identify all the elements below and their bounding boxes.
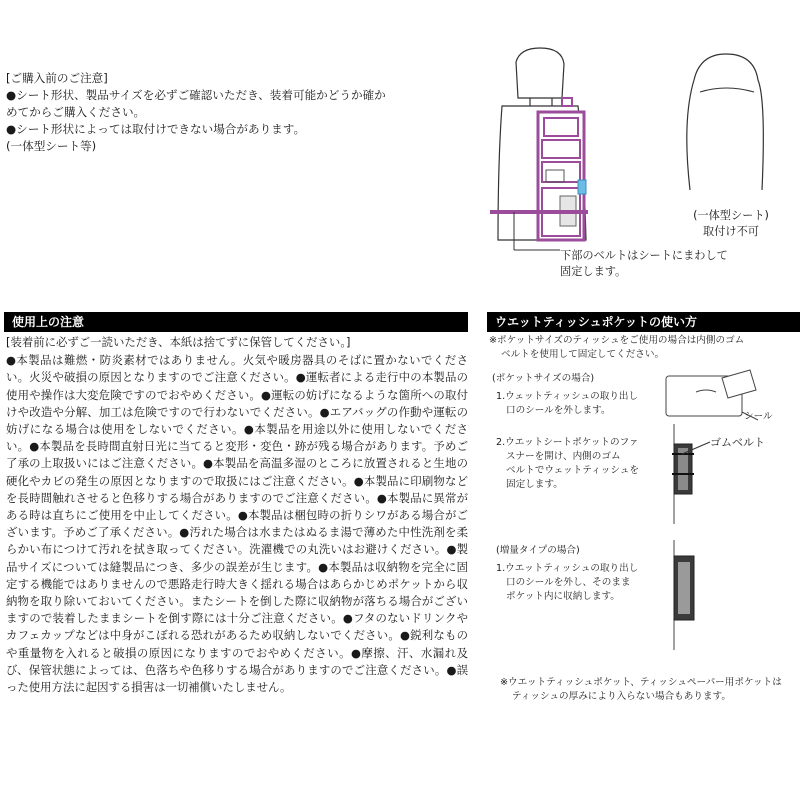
- rubber-belt-leader: [680, 440, 712, 460]
- step2-line: スナーを開け、内側のゴム: [506, 451, 621, 462]
- step2-line: 固定します。: [506, 479, 563, 490]
- before-purchase-line: (一体型シート等): [6, 139, 97, 153]
- step2-line: ベルトでウェットティッシュを: [506, 465, 639, 476]
- wet-tissue-note-line: ベルトを使用して固定してください。: [501, 349, 665, 360]
- pocket-rubber-belt-illustration: [660, 424, 700, 524]
- footer-note: [500, 676, 782, 704]
- large-step1-line: 口のシールを外し、そのまま: [506, 577, 631, 588]
- seal-label: シール: [744, 411, 773, 422]
- wet-tissue-note: [489, 334, 744, 362]
- integrated-seat-illustration: [670, 40, 780, 220]
- usage-head: [装着前に必ずご一読いただき、本紙は捨てずに保管してください。]: [6, 335, 351, 349]
- integrated-seat-label-line: 取付け不可: [703, 225, 759, 238]
- belt-note-line: 下部のベルトはシートにまわして: [560, 249, 728, 262]
- usage-precautions: [6, 334, 468, 696]
- step1-line: 口のシールを外します。: [506, 405, 611, 416]
- large-step1-line: 1.ウエットティッシュの取り出し: [496, 563, 639, 574]
- before-purchase-notes: [6, 70, 476, 155]
- step2-text: [496, 436, 639, 492]
- step1-line: 1.ウェットティッシュの取り出し: [496, 391, 639, 402]
- usage-body: ●本製品は難燃・防炎素材ではありません。火気や暖房器具のそばに置かないでください。火災や破損の原因となりますのでご注意ください。●運転者による走行中の本製品の使用や操作は大変危険ですのでおやめください。●運転の妨げになるような箇所への取付けや改造や分解、加工は危険ですので行わないでください。●エアバッグの作動や運転の妨げになる場合は使用をしないでください。●本製品を用途以外に使用しないでください。●本製品を長時間直射日光に当てると変形・変色・跡が残る場合があります。予めご了承の上取扱いにはご注意ください。●本製品を高温多湿のところに放置されると生地の硬化やカビの発生の原因となりますので取扱にはご注意ください。●本製品に印刷物などを長時間触れさせると色移りする場合がありますのでご注意ください。●本製品に異常がある時は直ちにご使用を中止してください。●本製品は梱包時の折りシワがある場合がございます。予めご了承ください。●汚れた場合は水またはぬるま湯で薄めた中性洗剤を柔らかい布につけて汚れを拭き取ってください。洗濯機での丸洗いはお避けください。●製品サイズについては縫製品につき、多少の誤差が生じます。●本製品は収納物を完全に固定する機能ではありませんので悪路走行時大きく揺れる場合はあらかじめポケットから収納物を取り除いておいてください。またシートを倒した際に収納物が落ちる場合がございますので装着したままシートを倒す際には十分ご注意ください。●フタのないドリンクやカフェカップなどは中身がこぼれる恐れがあるため収納しないでください。●鋭利なものや重量物を入れると破損の原因になりますのでおやめください。●摩擦、汗、水漏れ及び、保管状態によっては、色落ちや色移りする場合がありますのでご注意ください。●誤った使用方法に起因する損害は一切補償いたしません。: [6, 353, 468, 695]
- usage-title-bar: 使用上の注意: [4, 312, 468, 332]
- large-step1-line: ポケット内に収納します。: [506, 591, 620, 602]
- wet-tissue-note-line: ※ポケットサイズのティッシュをご使用の場合は内側のゴム: [489, 335, 745, 346]
- footer-note-line: ティッシュの厚みにより入らない場合もあります。: [512, 691, 731, 702]
- step1-text: [496, 390, 638, 418]
- rubber-belt-label: ゴムベルト: [710, 436, 765, 449]
- integrated-seat-label-line: (一体型シート): [693, 209, 769, 222]
- large-type-label: (増量タイプの場合): [496, 545, 580, 556]
- wet-tissue-title-bar: ウエットティッシュポケットの使い方: [487, 312, 800, 332]
- before-purchase-line: ●シート形状によっては取付けできない場合があります。: [6, 122, 306, 136]
- step2-line: 2.ウエットシートポケットのファ: [496, 437, 639, 448]
- belt-note: [560, 248, 728, 280]
- large-pack-pocket-illustration: [662, 540, 702, 650]
- large-step1-text: [496, 562, 638, 604]
- integrated-seat-label: [686, 208, 776, 240]
- before-purchase-line: ●シート形状、製品サイズを必ずご確認いただき、装着可能かどうか確か: [6, 88, 386, 102]
- footer-note-line: ※ウエットティッシュポケット、ティッシュペーパー用ポケットは: [500, 677, 782, 688]
- belt-note-line: 固定します。: [560, 265, 627, 278]
- pocket-size-label: (ポケットサイズの場合): [492, 373, 595, 384]
- before-purchase-heading: [ご購入前のご注意]: [6, 71, 108, 85]
- before-purchase-line: めてからご購入ください。: [6, 105, 146, 119]
